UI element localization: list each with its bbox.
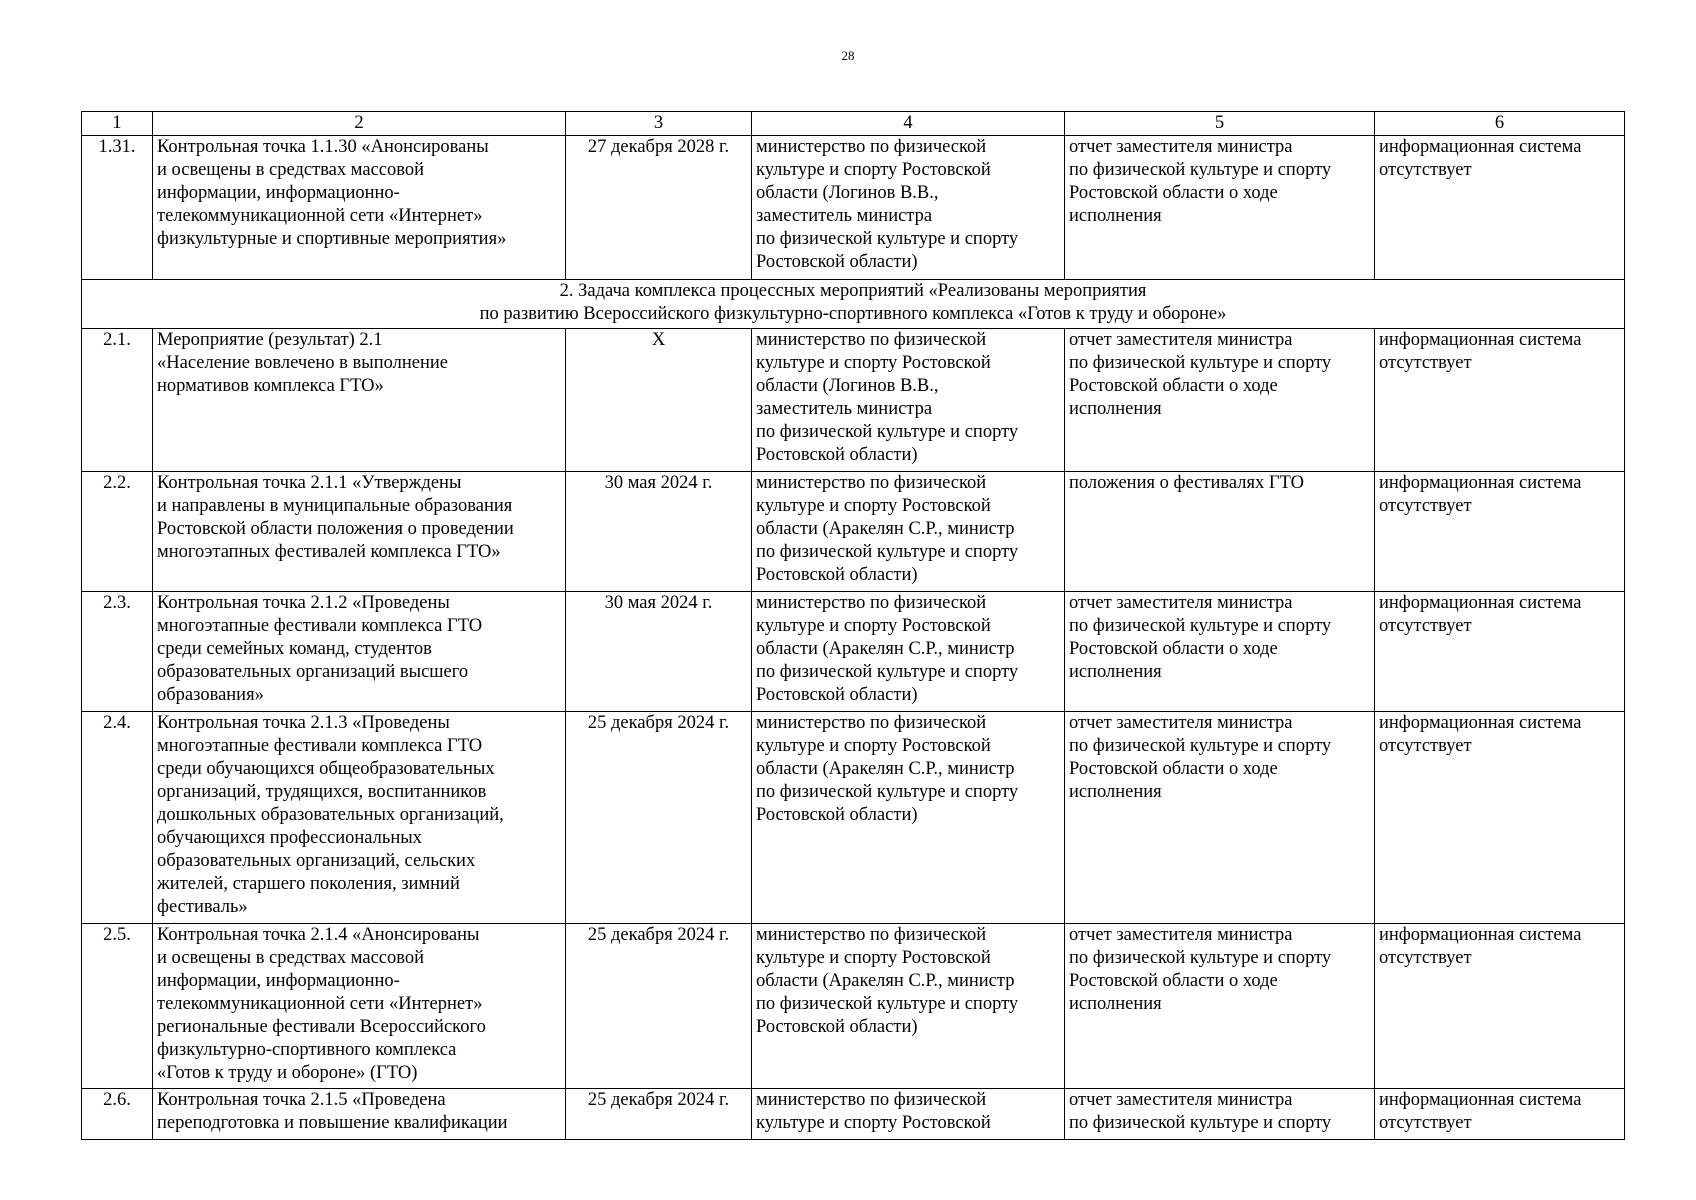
row-document: положения о фестивалях ГТО bbox=[1065, 472, 1375, 592]
column-number: 6 bbox=[1375, 112, 1625, 136]
column-number: 1 bbox=[82, 112, 153, 136]
row-date: 25 декабря 2024 г. bbox=[566, 712, 752, 924]
row-responsible: министерство по физической культуре и спорту Ростовской области (Логинов В.В., заместитель министра по физической культуре и спорту Ростовской области) bbox=[752, 136, 1065, 280]
measures-table bbox=[81, 111, 1625, 1140]
row-system: информационная система отсутствует bbox=[1375, 136, 1625, 280]
row-number: 2.6. bbox=[82, 1089, 153, 1140]
row-name: Контрольная точка 1.1.30 «Анонсированы и освещены в средствах массовой информации, информационно- телекоммуникационной сети «Интернет» физкультурные и спортивные мероприятия» bbox=[153, 136, 566, 280]
table-row bbox=[82, 136, 1625, 280]
row-responsible: министерство по физической культуре и спорту Ростовской bbox=[752, 1089, 1065, 1140]
row-responsible: министерство по физической культуре и спорту Ростовской области (Логинов В.В., заместитель министра по физической культуре и спорту Ростовской области) bbox=[752, 329, 1065, 472]
row-number: 2.3. bbox=[82, 592, 153, 712]
row-date: 25 декабря 2024 г. bbox=[566, 1089, 752, 1140]
row-system: информационная система отсутствует bbox=[1375, 924, 1625, 1089]
row-system: информационная система отсутствует bbox=[1375, 1089, 1625, 1140]
row-document: отчет заместителя министра по физической культуре и спорту Ростовской области о ходе исполнения bbox=[1065, 592, 1375, 712]
row-name: Контрольная точка 2.1.3 «Проведены многоэтапные фестивали комплекса ГТО среди обучающихся общеобразовательных организаций, трудящихся, воспитанников дошкольных образовательных организаций, обучающихся профессиональных образовательных организаций, сельских жителей, старшего поколения, зимний фестиваль» bbox=[153, 712, 566, 924]
column-number: 2 bbox=[153, 112, 566, 136]
row-document: отчет заместителя министра по физической культуре и спорту bbox=[1065, 1089, 1375, 1140]
table-row bbox=[82, 712, 1625, 924]
table-row bbox=[82, 592, 1625, 712]
row-responsible: министерство по физической культуре и спорту Ростовской области (Аракелян С.Р., министр по физической культуре и спорту Ростовской области) bbox=[752, 712, 1065, 924]
row-name: Контрольная точка 2.1.5 «Проведена переподготовка и повышение квалификации bbox=[153, 1089, 566, 1140]
row-system: информационная система отсутствует bbox=[1375, 329, 1625, 472]
table-row bbox=[82, 924, 1625, 1089]
row-responsible: министерство по физической культуре и спорту Ростовской области (Аракелян С.Р., министр по физической культуре и спорту Ростовской области) bbox=[752, 924, 1065, 1089]
row-number: 2.1. bbox=[82, 329, 153, 472]
row-responsible: министерство по физической культуре и спорту Ростовской области (Аракелян С.Р., министр по физической культуре и спорту Ростовской области) bbox=[752, 472, 1065, 592]
row-name: Мероприятие (результат) 2.1 «Население вовлечено в выполнение нормативов комплекса ГТО» bbox=[153, 329, 566, 472]
section-row bbox=[82, 280, 1625, 329]
row-name: Контрольная точка 2.1.4 «Анонсированы и освещены в средствах массовой информации, информационно- телекоммуникационной сети «Интернет» региональные фестивали Всероссийского физкультурно-спортивного комплекса «Готов к труду и обороне» (ГТО) bbox=[153, 924, 566, 1089]
row-document: отчет заместителя министра по физической культуре и спорту Ростовской области о ходе исполнения bbox=[1065, 329, 1375, 472]
row-system: информационная система отсутствует bbox=[1375, 712, 1625, 924]
row-responsible: министерство по физической культуре и спорту Ростовской области (Аракелян С.Р., министр по физической культуре и спорту Ростовской области) bbox=[752, 592, 1065, 712]
row-date: X bbox=[566, 329, 752, 472]
row-number: 2.2. bbox=[82, 472, 153, 592]
row-date: 30 мая 2024 г. bbox=[566, 472, 752, 592]
row-name: Контрольная точка 2.1.1 «Утверждены и направлены в муниципальные образования Ростовской области положения о проведении многоэтапных фестивалей комплекса ГТО» bbox=[153, 472, 566, 592]
row-number: 2.5. bbox=[82, 924, 153, 1089]
column-number-row bbox=[82, 112, 1625, 136]
table-row bbox=[82, 1089, 1625, 1140]
row-date: 27 декабря 2028 г. bbox=[566, 136, 752, 280]
row-document: отчет заместителя министра по физической культуре и спорту Ростовской области о ходе исполнения bbox=[1065, 924, 1375, 1089]
row-number: 2.4. bbox=[82, 712, 153, 924]
table-row bbox=[82, 472, 1625, 592]
row-date: 30 мая 2024 г. bbox=[566, 592, 752, 712]
row-system: информационная система отсутствует bbox=[1375, 592, 1625, 712]
section-title: 2. Задача комплекса процессных мероприятий «Реализованы мероприятия по развитию Всероссийского физкультурно-спортивного комплекса «Готов к труду и обороне» bbox=[82, 280, 1625, 329]
row-system: информационная система отсутствует bbox=[1375, 472, 1625, 592]
row-number: 1.31. bbox=[82, 136, 153, 280]
column-number: 5 bbox=[1065, 112, 1375, 136]
table-row bbox=[82, 329, 1625, 472]
column-number: 3 bbox=[566, 112, 752, 136]
row-document: отчет заместителя министра по физической культуре и спорту Ростовской области о ходе исполнения bbox=[1065, 136, 1375, 280]
row-document: отчет заместителя министра по физической культуре и спорту Ростовской области о ходе исполнения bbox=[1065, 712, 1375, 924]
row-name: Контрольная точка 2.1.2 «Проведены многоэтапные фестивали комплекса ГТО среди семейных команд, студентов образовательных организаций высшего образования» bbox=[153, 592, 566, 712]
page-number: 28 bbox=[841, 48, 855, 63]
row-date: 25 декабря 2024 г. bbox=[566, 924, 752, 1089]
column-number: 4 bbox=[752, 112, 1065, 136]
